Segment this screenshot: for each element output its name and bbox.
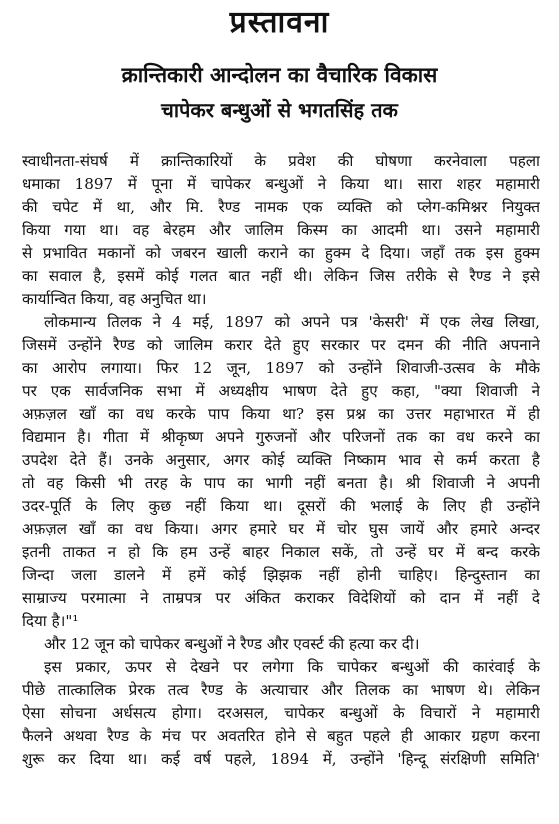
body-text: [22, 150, 540, 771]
text-line: उपदेश देते हैं। उनके अनुसार, अगर कोई व्यक्ति निष्काम भाव से कर्म करता है: [22, 451, 540, 469]
chapter-subtitle: क्रान्तिकारी आन्दोलन का वैचारिक विकास: [121, 62, 438, 87]
text-line: की चपेट में था, और मि. रैण्ड नामक एक व्यक्ति को प्लेग-कमिश्नर नियुक्त: [22, 198, 540, 216]
text-line: इतनी ताकत न हो कि हम उन्हें बाहर निकाल सकें, तो उन्हें घर में बन्द करके: [22, 543, 540, 561]
text-line: लोकमान्य तिलक ने 4 मई, 1897 को अपने पत्र 'केसरी' में एक लेख लिखा,: [44, 313, 540, 331]
text-line: ऐसा सोचना अर्धसत्य होगा। दरअसल, चापेकर बन्धुओं के विचारों ने महामारी: [22, 704, 540, 722]
text-line: से प्रभावित मकानों को जबरन खाली कराने का हुक्म दे दिया। जहाँ तक इस हुक्म: [22, 244, 540, 262]
text-line: साम्राज्य परमात्मा ने ताम्रपत्र पर अंकित कराकर विदेशियों को दान में नहीं दे: [22, 589, 540, 607]
text-line: उदर-पूर्ति के लिए कुछ नहीं किया था। दूसरों की भलाई के लिए ही उन्होंने: [22, 497, 540, 515]
chapter-subtitle-secondary: चापेकर बन्धुओं से भगतसिंह तक: [161, 98, 398, 122]
text-line: का आरोप लगाया। फिर 12 जून, 1897 को उन्होंने शिवाजी-उत्सव के मौके: [22, 359, 540, 377]
text-line: जिन्दा जला डालने में हमें कोई झिझक नहीं होनी चाहिए। हिन्दुस्तान का: [22, 566, 540, 584]
text-line: अफ़ज़ल खाँ का वध किया। अगर हमारे घर में चोर घुस जायें और हमारे अन्दर: [22, 520, 540, 538]
text-line: कार्यान्वित किया, वह अनुचित था।: [22, 290, 207, 308]
text-line: शुरू कर दिया था। कई वर्ष पहले, 1894 में, उन्होंने 'हिन्दू संरक्षिणी समिति': [22, 750, 540, 768]
text-line: जिसमें उन्होंने रैण्ड को जालिम करार देते हुए सरकार पर दमन की नीति अपनाने: [22, 336, 540, 354]
text-line: दिया है।"¹: [22, 612, 79, 630]
text-line: किया गया था। वह बेरहम और जालिम किस्म का आदमी था। उसने महामारी: [22, 221, 540, 239]
text-line: धमाका 1897 में पूना में चापेकर बन्धुओं ने किया था। सारा शहर महामारी: [22, 175, 540, 193]
text-line: फैलने अथवा रैण्ड के मंच पर अवतरित होने से बहुत पहले ही आकार ग्रहण करना: [22, 727, 540, 745]
text-line: विद्यमान है। गीता में श्रीकृष्ण अपने गुरुजनों और परिजनों तक का वध करने का: [22, 428, 540, 446]
text-line: तो वह किसी भी तरह के पाप का भागी नहीं बनता है। श्री शिवाजी ने अपनी: [22, 474, 540, 492]
text-line: पीछे तात्कालिक प्रेरक तत्व रैण्ड के अत्याचार और तिलक का भाषण थे। लेकिन: [22, 681, 540, 699]
text-line: इस प्रकार, ऊपर से देखने पर लगेगा कि चापेकर बन्धुओं की कारंवाई के: [44, 658, 540, 676]
text-line: स्वाधीनता-संघर्ष में क्रान्तिकारियों के प्रवेश की घोषणा करनेवाला पहला: [22, 152, 540, 170]
text-line: का सवाल है, इसमें कोई गलत बात नहीं थी। लेकिन जिस तरीके से रैण्ड ने इसे: [22, 267, 540, 285]
page-heading: प्रस्तावना: [229, 5, 330, 40]
text-line: अफ़ज़ल खाँ का वध करके पाप किया था? इस प्रश्न का उत्तर महाभारत में ही: [22, 405, 540, 423]
text-line: पर एक सार्वजनिक सभा में अध्यक्षीय भाषण देते हुए कहा, "क्या शिवाजी ने: [22, 382, 540, 400]
text-line: और 12 जून को चापेकर बन्धुओं ने रैण्ड और एवर्स्ट की हत्या कर दी।: [44, 635, 420, 653]
